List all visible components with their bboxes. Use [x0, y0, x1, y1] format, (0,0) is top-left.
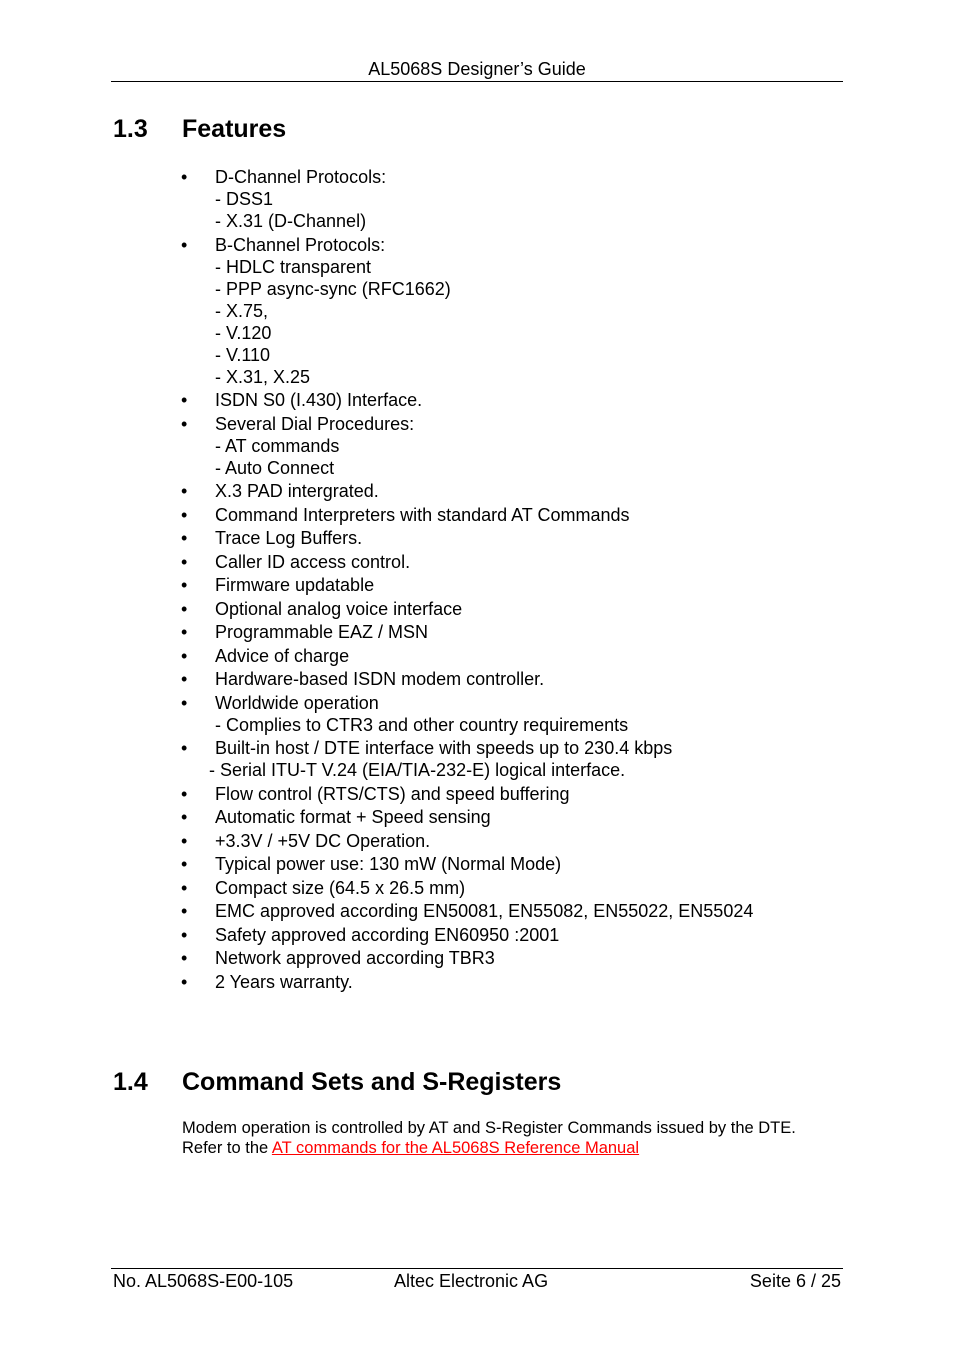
feature-text: Firmware updatable — [215, 575, 375, 595]
feature-item — [0, 853, 753, 875]
feature-item — [0, 900, 753, 922]
feature-item — [0, 166, 753, 232]
bullet-icon: • — [181, 598, 188, 619]
feature-item — [0, 389, 753, 411]
feature-subitem: - X.31, X.25 — [215, 366, 311, 387]
bullet-icon: • — [181, 528, 188, 548]
bullet-icon: • — [181, 692, 188, 713]
bullet-icon: • — [181, 830, 188, 851]
feature-text: ISDN S0 (I.430) Interface. — [215, 390, 423, 410]
feature-item — [0, 924, 753, 946]
bullet-icon: • — [181, 807, 188, 827]
feature-subitem: - AT commands — [215, 435, 340, 456]
feature-item — [0, 737, 753, 781]
feature-subitem: - Complies to CTR3 and other country requirements — [215, 714, 629, 735]
bullet-icon: • — [181, 167, 188, 187]
footer-divider — [111, 1268, 843, 1269]
feature-text: Typical power use: 130 mW (Normal Mode) — [215, 854, 562, 874]
page-number: Seite 6 / 25 — [749, 1271, 841, 1291]
feature-text: Advice of charge — [215, 645, 350, 666]
bullet-icon: • — [181, 413, 188, 434]
bullet-icon: • — [181, 504, 188, 525]
feature-item — [0, 621, 753, 643]
bullet-icon: • — [181, 901, 188, 921]
paragraph-line: Modem operation is controlled by AT and S-Register Commands issued by the DTE. — [182, 1119, 796, 1137]
header-divider — [111, 81, 843, 82]
feature-text: X.3 PAD intergrated. — [215, 481, 379, 501]
feature-item — [0, 413, 753, 479]
feature-subitem: - PPP async-sync (RFC1662) — [215, 278, 451, 299]
feature-subitem: - DSS1 — [215, 189, 274, 209]
feature-text: Several Dial Procedures: — [215, 413, 415, 434]
feature-item — [0, 668, 753, 690]
bullet-icon: • — [181, 783, 188, 804]
bullet-icon: • — [181, 738, 188, 758]
feature-text: D-Channel Protocols: — [215, 167, 387, 187]
feature-text: Automatic format + Speed sensing — [215, 807, 491, 827]
document-number: No. AL5068S-E00-105 — [113, 1271, 294, 1291]
feature-subitem: - X.75, — [215, 300, 269, 321]
bullet-icon: • — [181, 645, 188, 666]
feature-text: Trace Log Buffers. — [215, 528, 363, 548]
feature-item — [0, 480, 753, 502]
feature-item — [0, 645, 753, 667]
feature-item — [0, 551, 753, 573]
bullet-icon: • — [181, 622, 188, 642]
paragraph-text: Refer to the — [182, 1139, 272, 1157]
company-name: Altec Electronic AG — [394, 1271, 549, 1291]
bullet-icon: • — [181, 575, 188, 595]
feature-text: Caller ID access control. — [215, 551, 411, 572]
command-sets-paragraph — [182, 1118, 796, 1158]
feature-text: Network approved according TBR3 — [215, 948, 495, 968]
feature-subitem: - HDLC transparent — [215, 256, 372, 277]
feature-item — [0, 830, 753, 852]
feature-text: 2 Years warranty. — [215, 971, 353, 992]
paragraph-line — [182, 1138, 796, 1158]
bullet-icon: • — [181, 924, 188, 945]
section-heading-command-sets — [113, 1067, 561, 1097]
feature-item — [0, 971, 753, 993]
bullet-icon: • — [181, 971, 188, 992]
feature-text: Compact size (64.5 x 26.5 mm) — [215, 877, 466, 898]
bullet-icon: • — [181, 854, 188, 874]
feature-text: Worldwide operation — [215, 692, 379, 713]
feature-item — [0, 598, 753, 620]
feature-subitem: - X.31 (D-Channel) — [215, 211, 367, 231]
feature-text: +3.3V / +5V DC Operation. — [215, 830, 431, 851]
bullet-icon: • — [181, 390, 188, 410]
section-title: Features — [182, 115, 287, 143]
section-number: 1.4 — [113, 1068, 148, 1096]
bullet-icon: • — [181, 877, 188, 898]
feature-text: Safety approved according EN60950 :2001 — [215, 924, 560, 945]
feature-text: Command Interpreters with standard AT Commands — [215, 504, 630, 525]
feature-item — [0, 783, 753, 805]
feature-subitem: - Auto Connect — [215, 457, 335, 478]
bullet-icon: • — [181, 948, 188, 968]
bullet-icon: • — [181, 669, 188, 689]
feature-item — [0, 234, 753, 388]
feature-item — [0, 527, 753, 549]
feature-item — [0, 877, 753, 899]
feature-text: Hardware-based ISDN modem controller. — [215, 669, 545, 689]
feature-item — [0, 504, 753, 526]
bullet-icon: • — [181, 234, 188, 255]
section-number: 1.3 — [113, 115, 148, 143]
reference-manual-link[interactable]: AT commands for the AL5068S Reference Manual — [271, 1139, 640, 1157]
bullet-icon: • — [181, 481, 188, 501]
section-heading-features — [113, 114, 286, 144]
feature-item — [0, 806, 753, 828]
bullet-icon: • — [181, 551, 188, 572]
feature-subitem: - V.110 — [215, 344, 271, 365]
feature-text: Optional analog voice interface — [215, 598, 463, 619]
feature-text: Built-in host / DTE interface with speeds up to 230.4 kbps — [215, 738, 673, 758]
feature-text: Flow control (RTS/CTS) and speed buffering — [215, 783, 570, 804]
section-title: Command Sets and S-Registers — [182, 1068, 562, 1096]
feature-item — [0, 574, 753, 596]
feature-text: B-Channel Protocols: — [215, 234, 386, 255]
feature-item — [0, 692, 753, 736]
feature-subitem: - V.120 — [215, 322, 272, 343]
features-list — [0, 166, 753, 994]
document-title: AL5068S Designer’s Guide — [368, 59, 586, 79]
feature-item — [0, 947, 753, 969]
feature-subitem: - Serial ITU-T V.24 (EIA/TIA-232-E) logical interface. — [209, 760, 626, 780]
feature-text: EMC approved according EN50081, EN55082, EN55022, EN55024 — [215, 901, 754, 921]
feature-text: Programmable EAZ / MSN — [215, 622, 429, 642]
